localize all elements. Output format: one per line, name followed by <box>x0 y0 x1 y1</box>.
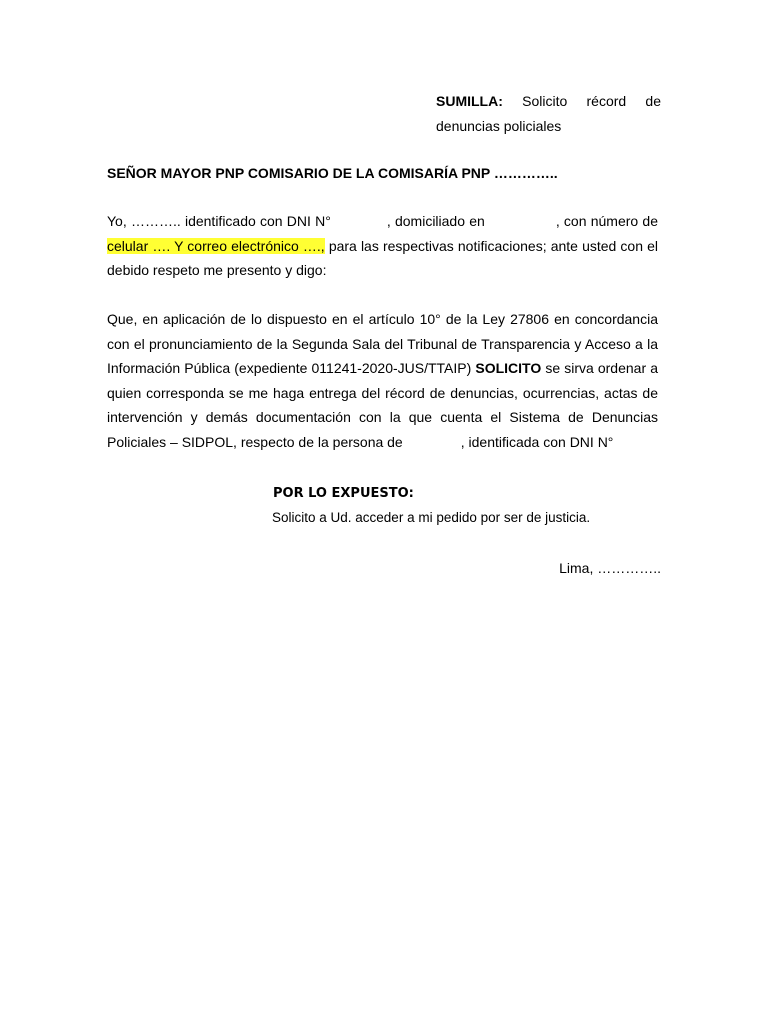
intro-text: para las respectivas notificaciones; ante usted con el <box>324 237 659 254</box>
addressee-heading: SEÑOR MAYOR PNP COMISARIO DE LA COMISARÍA PNP ………….. <box>107 165 558 181</box>
highlighted-contact: celular …. Y correo electrónico …., <box>107 237 325 254</box>
sumilla-label: SUMILLA: <box>436 93 503 109</box>
request-paragraph <box>107 307 658 455</box>
intro-paragraph <box>107 209 658 283</box>
closing-title: POR LO EXPUESTO: <box>273 486 414 501</box>
closing-text: Solicito a Ud. acceder a mi pedido por ser de justicia. <box>272 510 591 525</box>
solicito-keyword: SOLICITO <box>475 360 542 377</box>
request-line: intervención y demás documentación con la que cuenta el Sistema de Denuncias <box>107 409 658 426</box>
request-text: Información Pública (expediente 011241-2020-JUS/TTAIP) <box>107 360 476 377</box>
place-date: Lima, ………….. <box>559 560 661 576</box>
request-line: quien corresponda se me haga entrega del récord de denuncias, ocurrencias, actas de <box>107 384 658 401</box>
request-text: Policiales – SIDPOL, respecto de la persona de <box>107 433 403 450</box>
sumilla-line-2: denuncias policiales <box>436 118 562 134</box>
intro-text: Yo, ……….. identificado con DNI N° <box>107 213 331 229</box>
request-line <box>107 356 658 381</box>
request-text: , identificada con DNI N° <box>460 433 614 450</box>
request-line: Que, en aplicación de lo dispuesto en el artículo 10° de la Ley 27806 en concordancia <box>107 311 658 327</box>
request-text: se sirva ordenar a <box>541 360 658 377</box>
sumilla-word: de <box>645 93 661 109</box>
request-line <box>107 430 658 455</box>
intro-line-1 <box>107 209 658 234</box>
sumilla-block <box>436 89 661 139</box>
intro-text: , con número de <box>555 213 658 229</box>
intro-text: , domiciliado en <box>386 213 485 229</box>
intro-line-3: debido respeto me presento y digo: <box>107 262 327 279</box>
sumilla-word: récord <box>586 93 627 109</box>
request-line: con el pronunciamiento de la Segunda Sala del Tribunal de Transparencia y Acceso a la <box>107 335 658 352</box>
sumilla-line-1 <box>436 89 661 114</box>
sumilla-word: Solicito <box>522 93 568 109</box>
intro-line-2 <box>107 234 658 259</box>
